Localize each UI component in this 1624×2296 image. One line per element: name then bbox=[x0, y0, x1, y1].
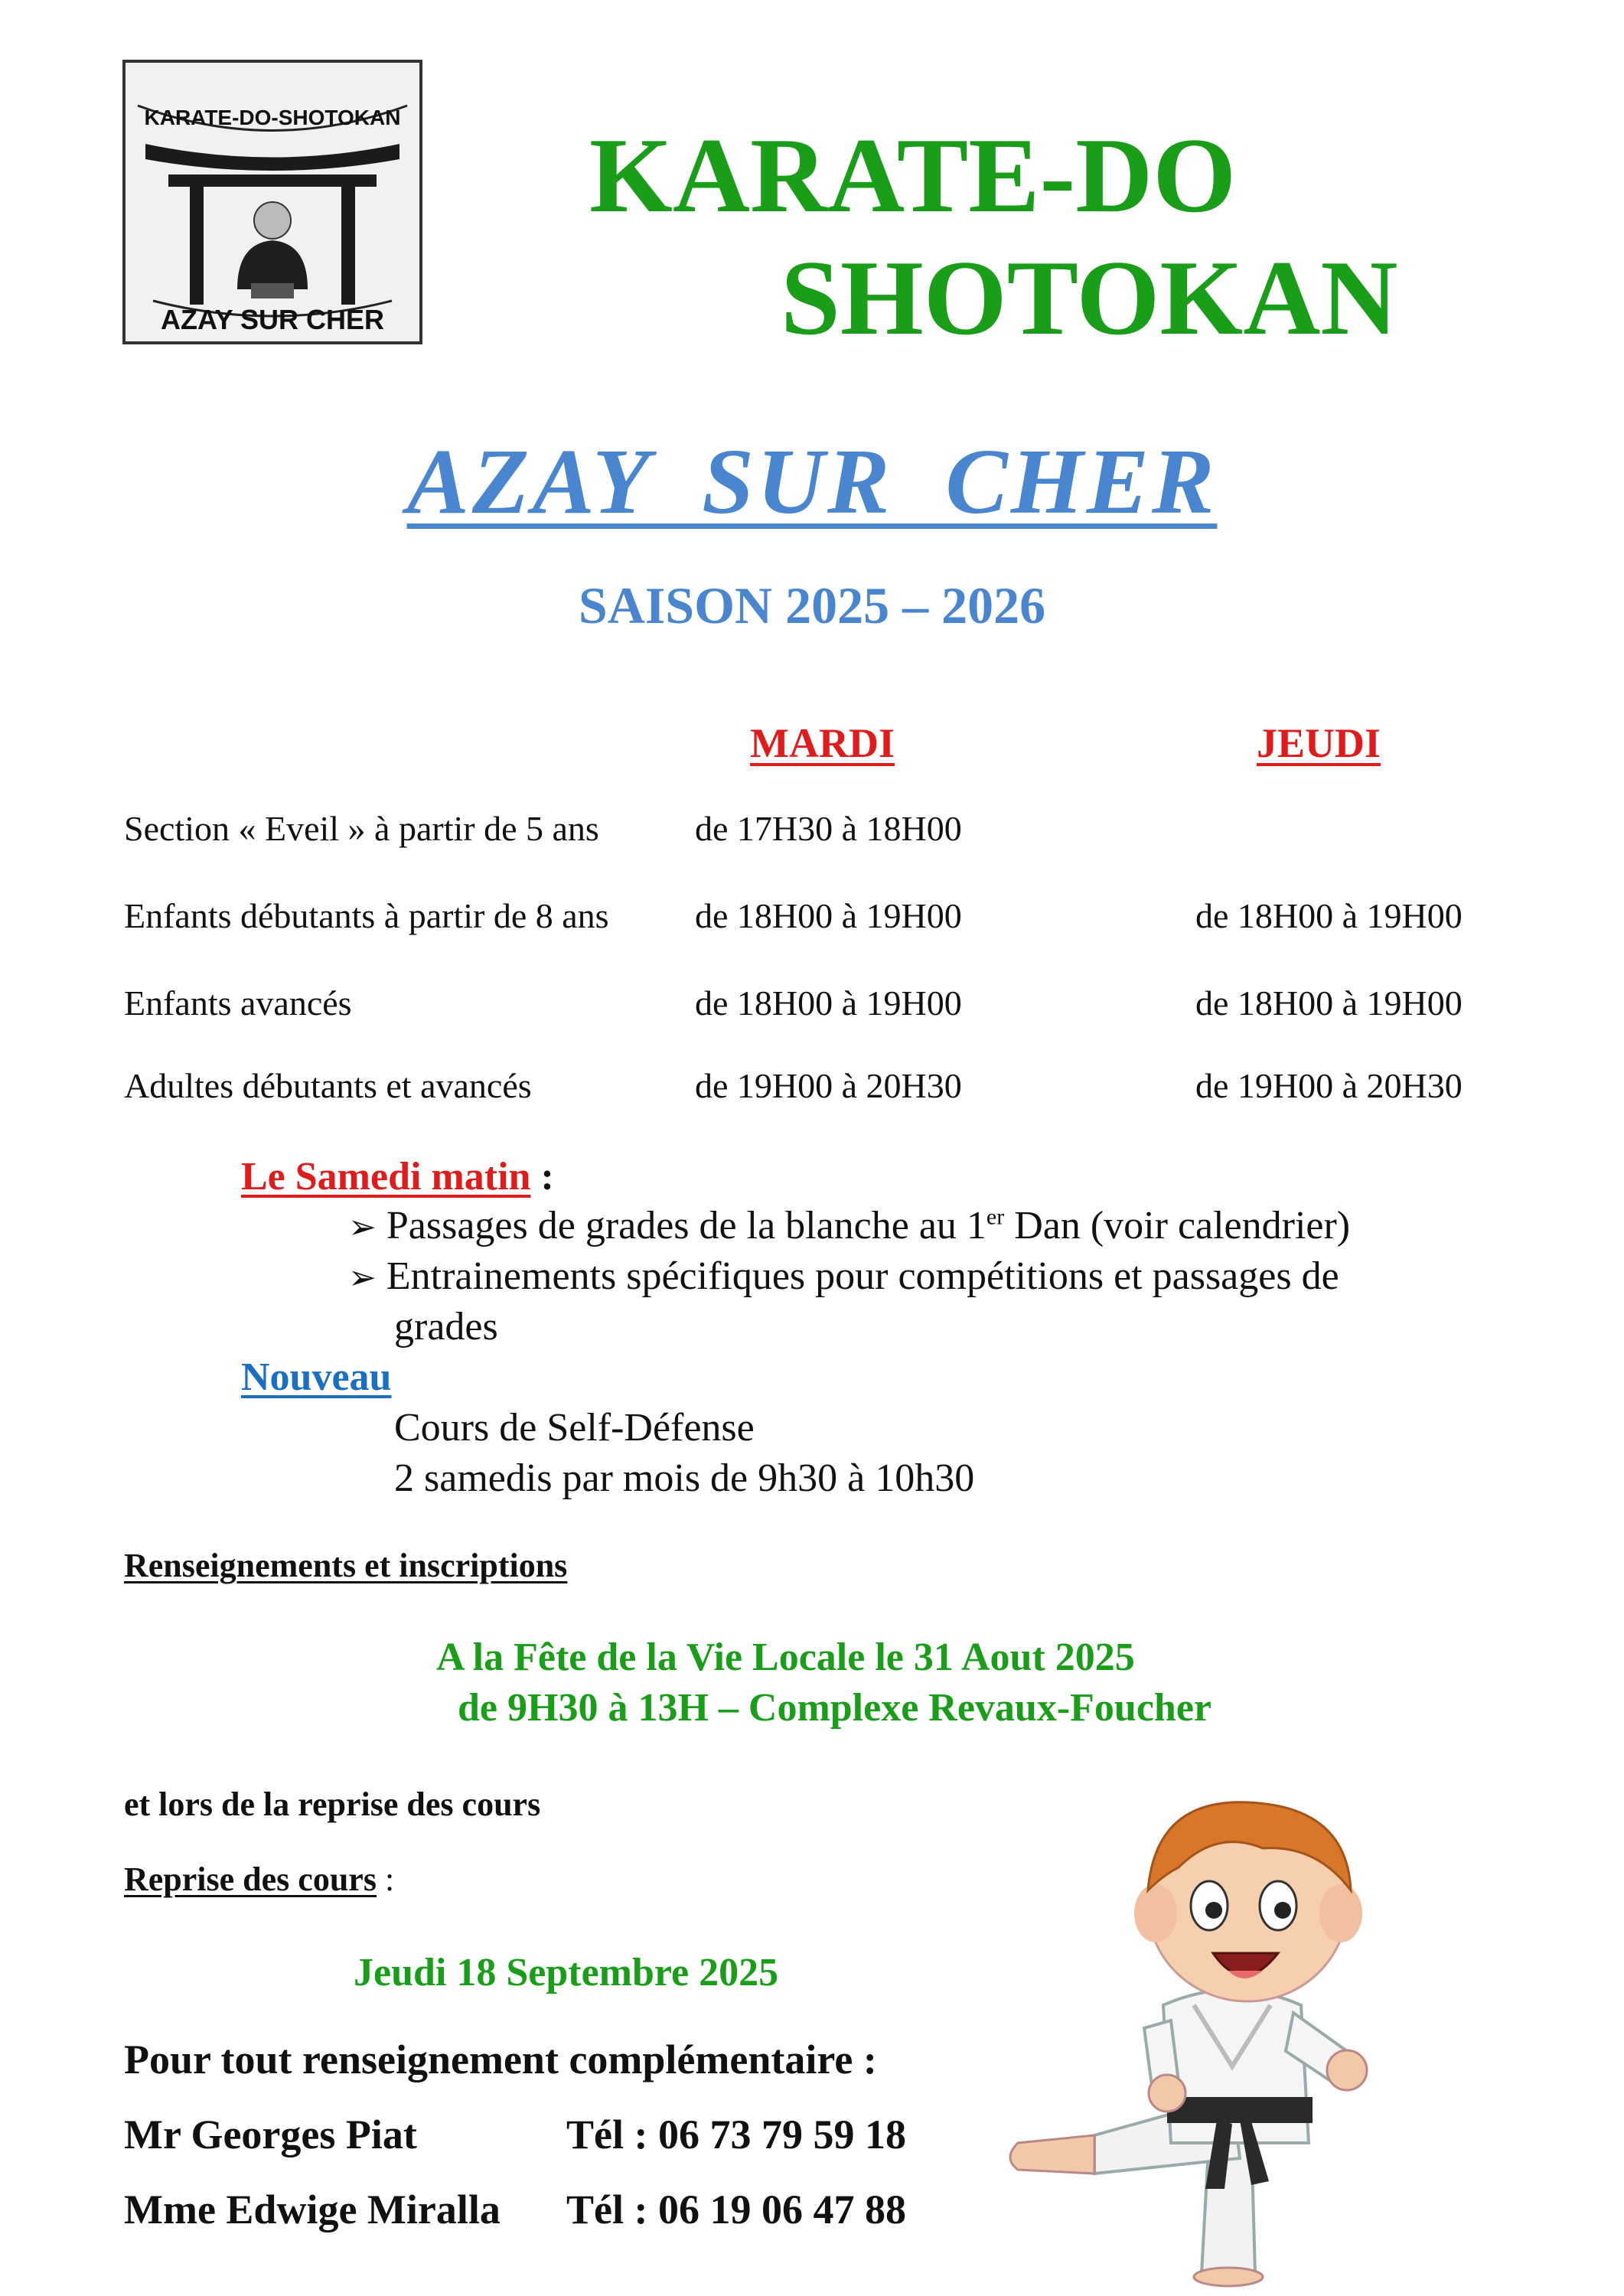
city-heading bbox=[0, 429, 1624, 536]
reprise-colon: : bbox=[376, 1861, 395, 1898]
arrow-bullet-icon: ➢ bbox=[348, 1259, 377, 1296]
nouveau-heading: Nouveau bbox=[241, 1355, 392, 1399]
samedi-item-1-text: Passages de grades de la blanche au 1 bbox=[386, 1204, 986, 1247]
title-line-2: SHOTOKAN bbox=[781, 239, 1398, 357]
reprise-date: Jeudi 18 Septembre 2025 bbox=[354, 1951, 779, 1994]
samedi-item-1-sup: er bbox=[986, 1204, 1005, 1230]
nouveau-heading-line bbox=[241, 1355, 391, 1400]
contact-intro: Pour tout renseignement complémentaire : bbox=[124, 2037, 877, 2082]
schedule-label: Enfants avancés bbox=[124, 983, 352, 1022]
contact-name: Mr Georges Piat bbox=[124, 2112, 417, 2157]
event-line-2: de 9H30 à 13H – Complexe Revaux-Foucher bbox=[458, 1686, 1212, 1730]
title-line-1: KARATE-DO bbox=[589, 116, 1237, 235]
schedule-label: Enfants débutants à partir de 8 ans bbox=[124, 896, 609, 935]
also-text: et lors de la reprise des cours bbox=[124, 1786, 541, 1823]
logo-top-text: KARATE-DO-SHOTOKAN bbox=[144, 106, 401, 129]
contact-phone: Tél : 06 73 79 59 18 bbox=[566, 2112, 906, 2157]
schedule-mardi: de 18H00 à 19H00 bbox=[695, 983, 962, 1022]
club-logo bbox=[122, 60, 422, 344]
samedi-colon: : bbox=[530, 1155, 554, 1199]
reprise-heading-line bbox=[124, 1860, 394, 1899]
schedule-mardi: de 19H00 à 20H30 bbox=[695, 1066, 962, 1105]
schedule-label: Adultes débutants et avancés bbox=[124, 1066, 532, 1105]
event-line-1: A la Fête de la Vie Locale le 31 Aout 2025 bbox=[436, 1636, 1135, 1679]
info-heading: Renseignements et inscriptions bbox=[124, 1547, 568, 1584]
nouveau-line-1: Cours de Self-Défense bbox=[394, 1406, 755, 1450]
samedi-item-1 bbox=[348, 1203, 1350, 1248]
contact-phone: Tél : 06 19 06 47 88 bbox=[566, 2187, 906, 2232]
schedule-mardi: de 17H30 à 18H00 bbox=[695, 809, 962, 848]
samedi-heading-line bbox=[241, 1154, 554, 1199]
arrow-bullet-icon: ➢ bbox=[348, 1208, 377, 1246]
schedule-jeudi: de 18H00 à 19H00 bbox=[1195, 983, 1463, 1022]
day-header-mardi: MARDI bbox=[750, 720, 895, 766]
samedi-item-1-text-end: Dan (voir calendrier) bbox=[1004, 1204, 1351, 1247]
schedule-jeudi: de 18H00 à 19H00 bbox=[1195, 896, 1463, 935]
contact-name: Mme Edwige Miralla bbox=[124, 2187, 501, 2232]
logo-bottom-text: AZAY SUR CHER bbox=[160, 304, 385, 335]
nouveau-line-2: 2 samedis par mois de 9h30 à 10h30 bbox=[394, 1456, 975, 1500]
samedi-item-2 bbox=[348, 1254, 1339, 1299]
schedule-mardi: de 18H00 à 19H00 bbox=[695, 896, 962, 935]
schedule-jeudi: de 19H00 à 20H30 bbox=[1195, 1066, 1463, 1105]
city-text: AZAY SUR CHER bbox=[406, 430, 1218, 533]
samedi-item-2-cont: grades bbox=[394, 1305, 498, 1349]
karate-kid-illustration bbox=[987, 1776, 1492, 2288]
samedi-item-2-text: Entrainements spécifiques pour compétitions et passages de bbox=[386, 1254, 1339, 1298]
samedi-heading: Le Samedi matin bbox=[241, 1155, 531, 1199]
reprise-heading: Reprise des cours bbox=[124, 1861, 377, 1898]
season-heading: SAISON 2025 – 2026 bbox=[578, 576, 1046, 634]
day-header-jeudi: JEUDI bbox=[1257, 720, 1381, 766]
schedule-label: Section « Eveil » à partir de 5 ans bbox=[124, 809, 599, 848]
